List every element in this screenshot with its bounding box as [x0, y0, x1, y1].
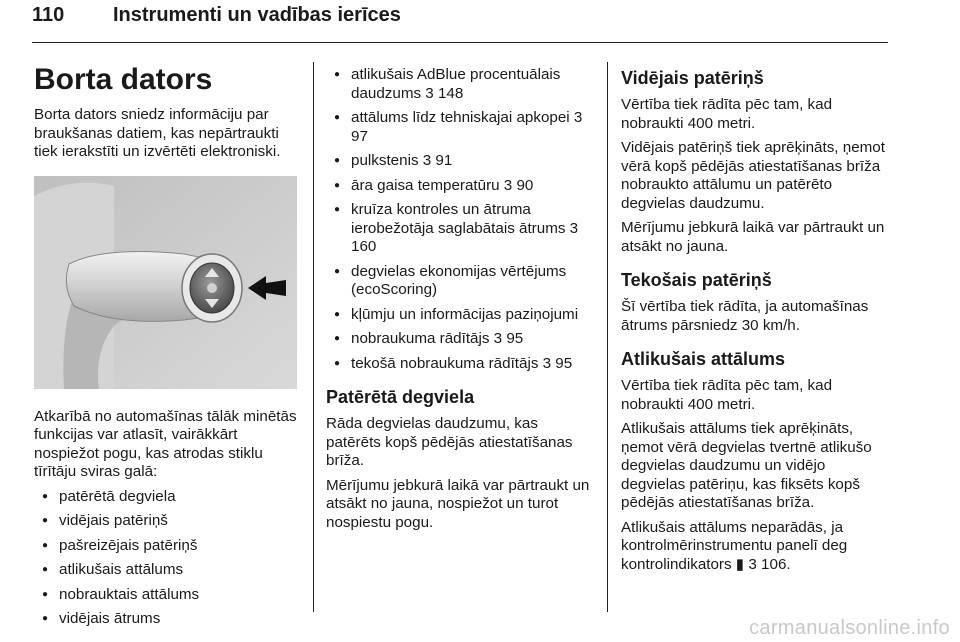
paragraph: Vērtība tiek rādīta pēc tam, kad nobraukti 400 metri.	[621, 377, 833, 413]
paragraph: Vērtība tiek rādīta pēc tam, kad nobraukti 400 metri.	[621, 96, 833, 132]
paragraph: Atlikušais attālums neparādās, ja kontrolmērinstrumentu panelī deg kontrolindikators ▮ 3 106.	[621, 518, 848, 573]
section-heading-current-consumption: Tekošais patēriņš	[621, 270, 772, 290]
list-item: ● pašreizējais patēriņš	[34, 537, 306, 556]
intro-paragraph: Borta dators sniedz informāciju par braukšanas datiem, kas nepārtraukti tiek ierakstīti un izvērtēti elektroniski.	[34, 106, 281, 160]
page-number: 110	[32, 4, 65, 26]
list-item: ● atlikušais AdBlue procentuālais daudzums 3 148	[326, 66, 596, 103]
paragraph: Mērījumu jebkurā laikā var pārtraukt un atsākt no jauna, nospiežot un turot nospiestu pogu.	[326, 476, 590, 531]
section-heading-remaining-range: Atlikušais attālums	[621, 349, 786, 369]
list-item: ● kļūmju un informācijas paziņojumi	[326, 306, 596, 325]
functions-list-continued	[326, 66, 596, 373]
column-divider-1	[313, 62, 314, 612]
list-item: ● tekošā nobraukuma rādītājs 3 95	[326, 355, 596, 374]
column-1	[34, 48, 306, 635]
section-heading-average-consumption: Vidējais patēriņš	[621, 68, 764, 88]
page-header-title: Instrumenti un vadības ierīces	[113, 4, 401, 26]
list-item: ● nobrauktais attālums	[34, 586, 306, 605]
section-heading-consumed-fuel: Patērētā degviela	[326, 387, 475, 407]
list-item: ● āra gaisa temperatūru 3 90	[326, 177, 596, 196]
list-item: ● patērētā degviela	[34, 488, 306, 507]
list-item: ● pulkstenis 3 91	[326, 152, 596, 171]
functions-list	[34, 488, 306, 629]
column-2	[326, 66, 596, 538]
section-heading-borta-dators: Borta dators	[34, 63, 213, 96]
header-divider	[32, 42, 888, 43]
functions-paragraph: Atkarībā no automašīnas tālāk minētās funkcijas var atlasīt, vairākkārt nospiežot pogu, kas atrodas stiklu tīrītāju sviras galā:	[34, 407, 297, 480]
list-item: ● vidējais ātrums	[34, 610, 306, 629]
column-divider-2	[607, 62, 608, 612]
stalk-button-illustration	[34, 176, 297, 389]
watermark: carmanualsonline.info	[749, 617, 950, 639]
paragraph: Šī vērtība tiek rādīta, ja automašīnas ātrums pārsniedz 30 km/h.	[621, 298, 869, 334]
paragraph: Mērījumu jebkurā laikā var pārtraukt un atsākt no jauna.	[621, 219, 885, 255]
list-item: ● nobraukuma rādītājs 3 95	[326, 330, 596, 349]
list-item: ● attālums līdz tehniskajai apkopei 3 97	[326, 109, 596, 146]
paragraph: Vidējais patēriņš tiek aprēķināts, ņemot vērā kopš pēdējās atiestatīšanas brīža nobraukto attālumu un patērēto degvielas daudzumu.	[621, 139, 885, 212]
list-item: ● atlikušais attālums	[34, 561, 306, 580]
list-item: ● degvielas ekonomijas vērtējums (ecoScoring)	[326, 263, 596, 300]
list-item: ● vidējais patēriņš	[34, 512, 306, 531]
paragraph: Atlikušais attālums tiek aprēķināts, ņemot vērā degvielas tvertnē atlikušo degvielas daudzumu un vidējo degvielas patēriņu, kas fiksēts kopš pēdējās atiestatīšanas brīža.	[621, 420, 872, 511]
column-3	[621, 66, 891, 580]
paragraph: Rāda degvielas daudzumu, kas patērēts kopš pēdējās atiestatīšanas brīža.	[326, 415, 573, 469]
list-item: ● kruīza kontroles un ātruma ierobežotāja saglabātais ātrums 3 160	[326, 201, 596, 257]
